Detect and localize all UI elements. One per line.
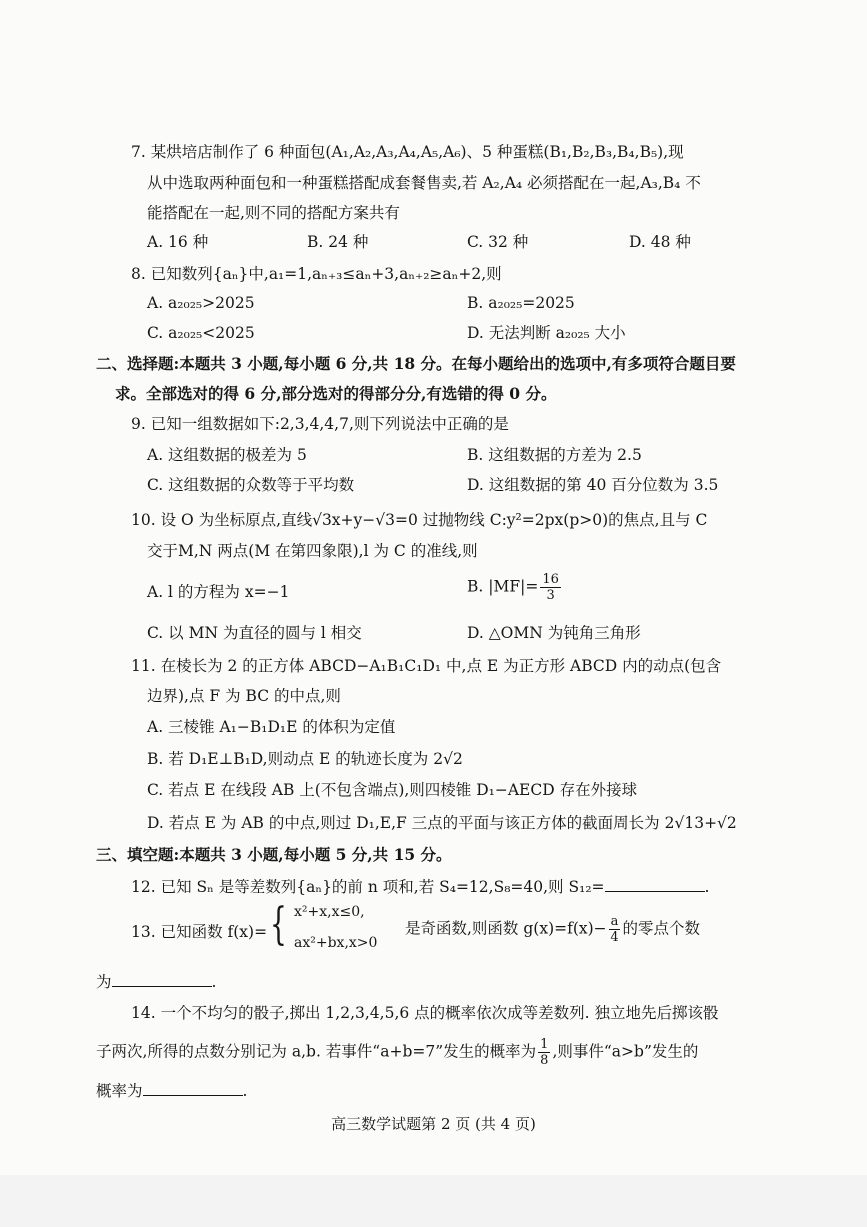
q14-fraction: [538, 1037, 550, 1068]
q14-answer-blank[interactable]: [143, 1081, 243, 1096]
q10-option-d: D. △OMN 为钝角三角形: [467, 624, 641, 642]
q11-option-c: C. 若点 E 在线段 AB 上(不包含端点),则四棱锥 D₁−AECD 存在外接球: [147, 781, 638, 799]
q13-fraction-numerator: a: [610, 914, 619, 929]
q7-option-d: D. 48 种: [629, 233, 691, 251]
q10-option-a: A. l 的方程为 x=−1: [147, 583, 290, 601]
q13-prefix: 13. 已知函数 f(x)=: [131, 923, 268, 941]
q14-fraction-numerator: 1: [540, 1037, 549, 1052]
q12-line: [131, 877, 709, 897]
q10-option-c: C. 以 MN 为直径的圆与 l 相交: [147, 624, 362, 642]
q12-text: 12. 已知 Sₙ 是等差数列{aₙ}的前 n 项和,若 S₄=12,S₈=40,则 S₁₂=: [131, 878, 605, 896]
q14-line2-suffix: ,则事件“a>b”发生的: [552, 1042, 699, 1061]
q11-line1: 11. 在棱长为 2 的正方体 ABCD−A₁B₁C₁D₁ 中,点 E 为正方形 ABCD 内的动点(包含: [131, 657, 722, 675]
q7-line2: 从中选取两种面包和一种蛋糕搭配成套餐售卖,若 A₂,A₄ 必须搭配在一起,A₃,B₄ 不: [147, 174, 701, 192]
q11-option-a: A. 三棱锥 A₁−B₁D₁E 的体积为定值: [147, 718, 396, 736]
q7-option-c: C. 32 种: [467, 233, 529, 251]
q13-rest: [405, 914, 700, 945]
q14-line2: [96, 1037, 698, 1068]
q13-suffix: 的零点个数: [622, 919, 700, 938]
q13-answer-blank[interactable]: [112, 972, 212, 987]
q14-line3-prefix: 概率为: [96, 1082, 143, 1100]
q11-line2: 边界),点 F 为 BC 的中点,则: [147, 687, 341, 705]
q8-option-d: D. 无法判断 a₂₀₂₅ 大小: [467, 324, 626, 342]
q8-option-c: C. a₂₀₂₅<2025: [147, 324, 255, 342]
page-footer: 高三数学试题第 2 页 (共 4 页): [331, 1115, 536, 1133]
q7-option-a: A. 16 种: [147, 233, 209, 251]
q13-case-2: ax²+bx,x>0: [294, 935, 378, 951]
q12-answer-blank[interactable]: [605, 877, 705, 892]
q11-option-b: B. 若 D₁E⊥B₁D,则动点 E 的轨迹长度为 2√2: [147, 750, 463, 768]
q14-line3-end: .: [242, 1082, 248, 1100]
q12-end: .: [704, 878, 710, 896]
q9-option-b: B. 这组数据的方差为 2.5: [467, 446, 642, 464]
q14-fraction-denominator: 8: [540, 1053, 549, 1068]
q13-fraction-denominator: 4: [610, 930, 619, 945]
q10-line1: 10. 设 O 为坐标原点,直线√3x+y−√3=0 过抛物线 C:y²=2px(p>0)的焦点,且与 C: [131, 511, 708, 529]
q14-line1: 14. 一个不均匀的骰子,掷出 1,2,3,4,5,6 点的概率依次成等差数列. 独立地先后掷该骰: [131, 1004, 719, 1022]
q13-mid: 是奇函数,则函数 g(x)=f(x)−: [405, 919, 607, 938]
q13-brace: {: [270, 899, 287, 950]
q10-option-b-fraction: [540, 572, 561, 603]
q13-line2-end: .: [211, 973, 217, 991]
q10-line2: 交于M,N 两点(M 在第四象限),l 为 C 的准线,则: [147, 542, 478, 560]
q7-option-b: B. 24 种: [307, 233, 369, 251]
q13-fraction: [609, 914, 621, 945]
q9-option-d: D. 这组数据的第 40 百分位数为 3.5: [467, 476, 719, 494]
q14-line2-prefix: 子两次,所得的点数分别记为 a,b. 若事件“a+b=7”发生的概率为: [96, 1042, 537, 1061]
section3-heading: 三、填空题:本题共 3 小题,每小题 5 分,共 15 分。: [96, 845, 452, 864]
q9-stem: 9. 已知一组数据如下:2,3,4,4,7,则下列说法中正确的是: [131, 415, 509, 433]
q10-option-b-numerator: 16: [542, 572, 559, 587]
q11-option-d: D. 若点 E 为 AB 的中点,则过 D₁,E,F 三点的平面与该正方体的截面周长为 2√13+√2: [147, 814, 737, 832]
q13-case-1: x²+x,x≤0,: [294, 904, 365, 920]
q13-line2-prefix: 为: [96, 973, 112, 991]
section2-heading-line2: 求。全部选对的得 6 分,部分选对的得部分分,有选错的得 0 分。: [115, 384, 557, 403]
q10-option-b-denominator: 3: [546, 588, 555, 603]
q8-option-a: A. a₂₀₂₅>2025: [147, 294, 255, 312]
q8-stem: 8. 已知数列{aₙ}中,a₁=1,aₙ₊₃≤aₙ+3,aₙ₊₂≥aₙ+2,则: [131, 265, 502, 283]
q10-option-b-prefix: B. |MF|=: [467, 577, 539, 596]
bottom-margin-band: [0, 1175, 867, 1227]
q8-option-b: B. a₂₀₂₅=2025: [467, 294, 575, 312]
q14-line3: [96, 1081, 247, 1101]
q7-line3: 能搭配在一起,则不同的搭配方案共有: [147, 204, 400, 222]
q7-line1: 7. 某烘培店制作了 6 种面包(A₁,A₂,A₃,A₄,A₅,A₆)、5 种蛋糕(B₁,B₂,B₃,B₄,B₅),现: [131, 143, 684, 161]
q9-option-c: C. 这组数据的众数等于平均数: [147, 476, 355, 494]
section2-heading-line1: 二、选择题:本题共 3 小题,每小题 6 分,共 18 分。在每小题给出的选项中,有多项符合题目要: [96, 354, 736, 373]
q13-line2: [96, 972, 216, 992]
q10-option-b: [467, 572, 563, 603]
q9-option-a: A. 这组数据的极差为 5: [147, 446, 307, 464]
